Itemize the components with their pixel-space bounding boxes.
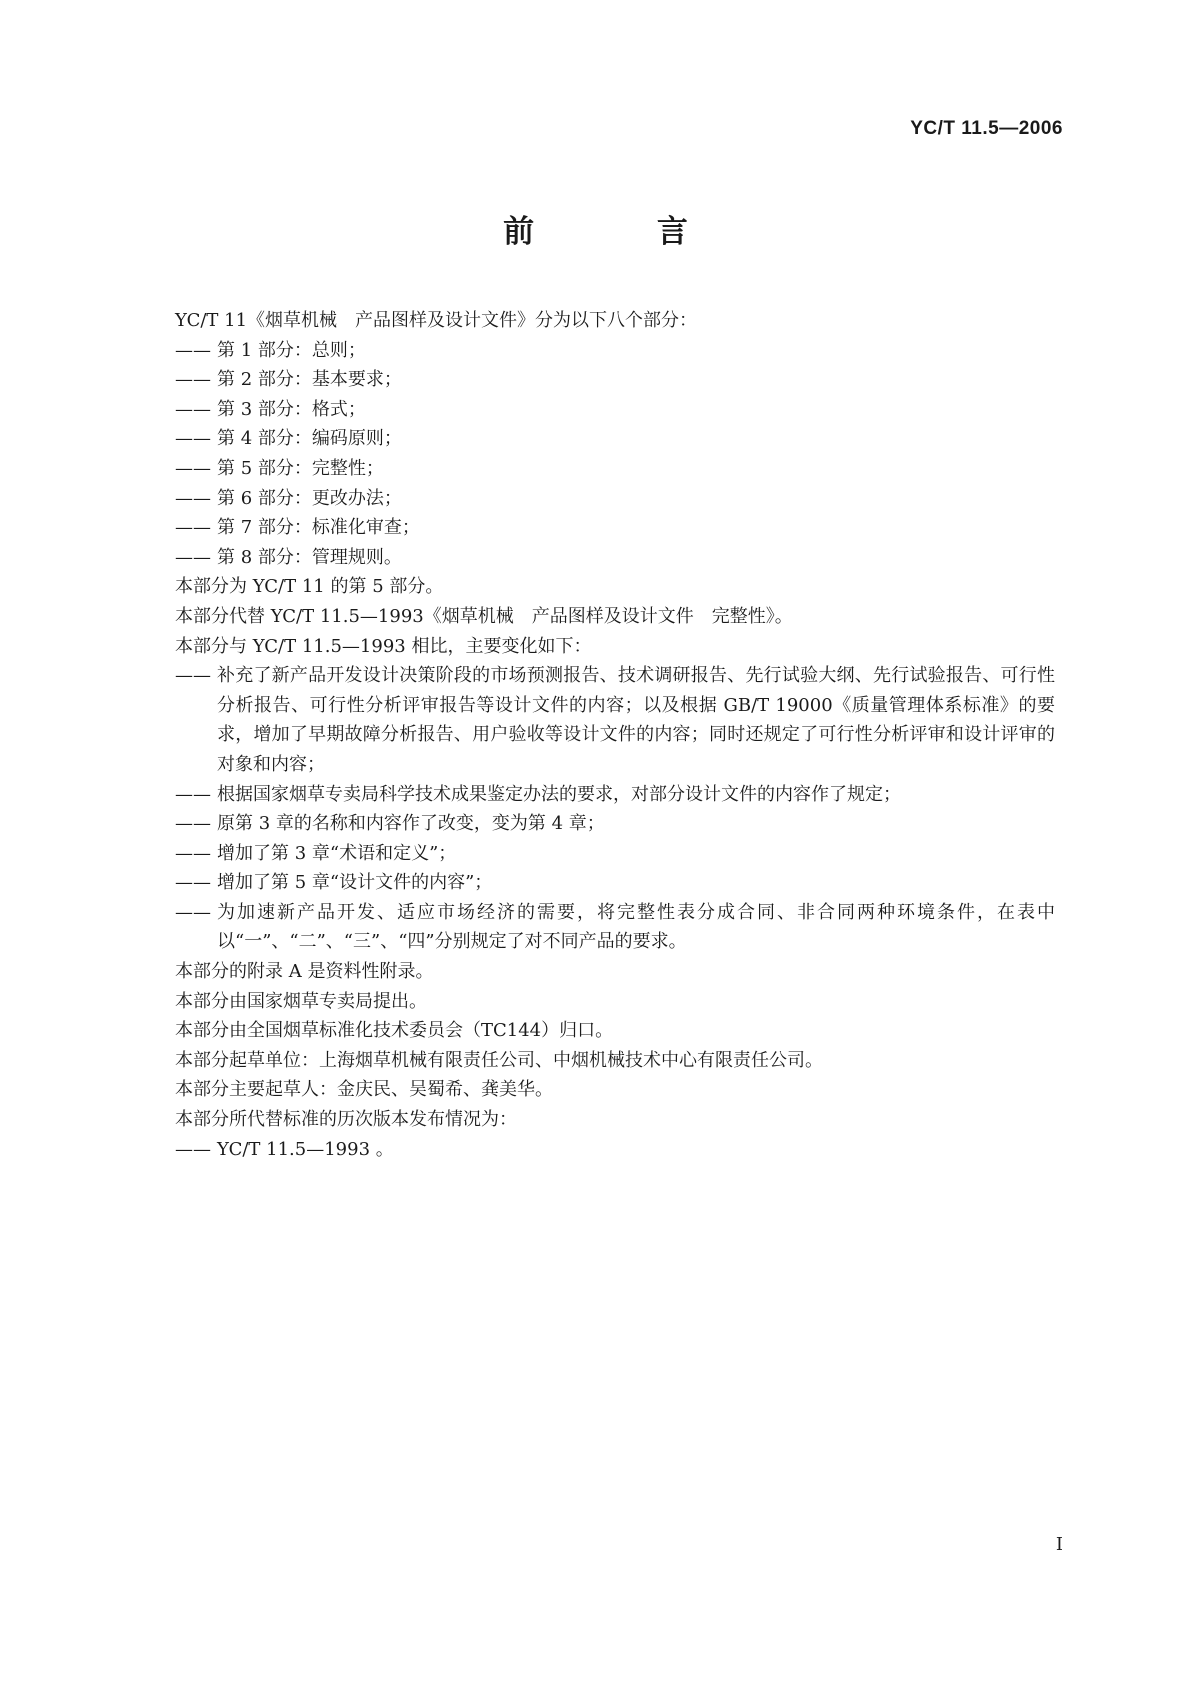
paragraph: 本部分所代替标准的历次版本发布情况为： (175, 1109, 517, 1131)
dash-list-item (175, 868, 1055, 898)
dash-marker: —— (175, 369, 211, 391)
dash-item-text: YC/T 11.5—1993 。 (217, 1138, 394, 1160)
dash-item-text: 补充了新产品开发设计决策阶段的市场预测报告、技术调研报告、先行试验大纲、先行试验报告、可行性分析报告、可行性分析评审报告等设计文件的内容；以及根据 GB/T 19000《质量管理体系标准》的要求，增加了早期故障分析报告、用户验收等设计文件的内容；同时还规定了可行性分析评审和设计评审的对象和内容； (217, 665, 1055, 775)
dash-item-text: 第 6 部分：更改办法； (217, 487, 402, 509)
dash-list-item (175, 661, 1055, 779)
dash-marker: —— (175, 813, 211, 835)
dash-list-item (175, 365, 1055, 395)
dash-list-item (175, 513, 1055, 543)
paragraph: 本部分主要起草人：金庆民、吴蜀希、龚美华。 (175, 1079, 553, 1101)
dash-marker: —— (175, 842, 211, 864)
dash-item-text: 第 7 部分：标准化审查； (217, 517, 420, 539)
dash-marker: —— (175, 665, 211, 687)
paragraph: 本部分的附录 A 是资料性附录。 (175, 961, 434, 983)
page-title: 前 言 (503, 214, 744, 250)
dash-item-text: 增加了第 3 章“术语和定义”； (217, 842, 457, 864)
dash-list-item (175, 454, 1055, 484)
standard-code: YC/T 11.5—2006 (910, 118, 1063, 139)
dash-item-text: 第 4 部分：编码原则； (217, 428, 402, 450)
dash-list-item (175, 780, 1055, 810)
dash-marker: —— (175, 398, 211, 420)
dash-marker: —— (175, 339, 211, 361)
dash-marker: —— (175, 1138, 211, 1160)
dash-item-text: 第 1 部分：总则； (217, 339, 366, 361)
dash-item-text: 增加了第 5 章“设计文件的内容”； (217, 872, 493, 894)
dash-item-text: 第 2 部分：基本要求； (217, 369, 402, 391)
dash-marker: —— (175, 546, 211, 568)
dash-list-item (175, 839, 1055, 869)
dash-marker: —— (175, 428, 211, 450)
paragraph: 本部分起草单位：上海烟草机械有限责任公司、中烟机械技术中心有限责任公司。 (175, 1049, 823, 1071)
dash-item-text: 原第 3 章的名称和内容作了改变，变为第 4 章； (217, 813, 605, 835)
foreword-body (175, 306, 1055, 1164)
dash-list-item (175, 424, 1055, 454)
dash-list-item (175, 543, 1055, 573)
dash-item-text: 第 8 部分：管理规则。 (217, 546, 402, 568)
dash-marker: —— (175, 457, 211, 479)
dash-list-item (175, 809, 1055, 839)
page-number: I (1055, 1534, 1063, 1555)
dash-item-text: 第 3 部分：格式； (217, 398, 366, 420)
dash-item-text: 为加速新产品开发、适应市场经济的需要，将完整性表分成合同、非合同两种环境条件，在表中以“一”、“二”、“三”、“四”分别规定了对不同产品的要求。 (217, 901, 1055, 953)
dash-marker: —— (175, 901, 211, 923)
paragraph: 本部分代替 YC/T 11.5—1993《烟草机械 产品图样及设计文件 完整性》。 (175, 605, 793, 627)
dash-item-text: 根据国家烟草专卖局科学技术成果鉴定办法的要求，对部分设计文件的内容作了规定； (217, 783, 901, 805)
dash-list-item (175, 336, 1055, 366)
dash-list-item (175, 395, 1055, 425)
dash-marker: —— (175, 487, 211, 509)
paragraph: 本部分与 YC/T 11.5—1993 相比，主要变化如下： (175, 635, 592, 657)
dash-marker: —— (175, 517, 211, 539)
paragraph: YC/T 11《烟草机械 产品图样及设计文件》分为以下八个部分： (175, 310, 698, 331)
dash-list-item (175, 484, 1055, 514)
paragraph: 本部分由全国烟草标准化技术委员会（TC144）归口。 (175, 1020, 614, 1042)
paragraph: 本部分由国家烟草专卖局提出。 (175, 990, 427, 1012)
dash-list-item (175, 898, 1055, 957)
dash-list-item (175, 1135, 1055, 1165)
dash-marker: —— (175, 872, 211, 894)
paragraph: 本部分为 YC/T 11 的第 5 部分。 (175, 576, 444, 598)
dash-marker: —— (175, 783, 211, 805)
dash-item-text: 第 5 部分：完整性； (217, 457, 384, 479)
